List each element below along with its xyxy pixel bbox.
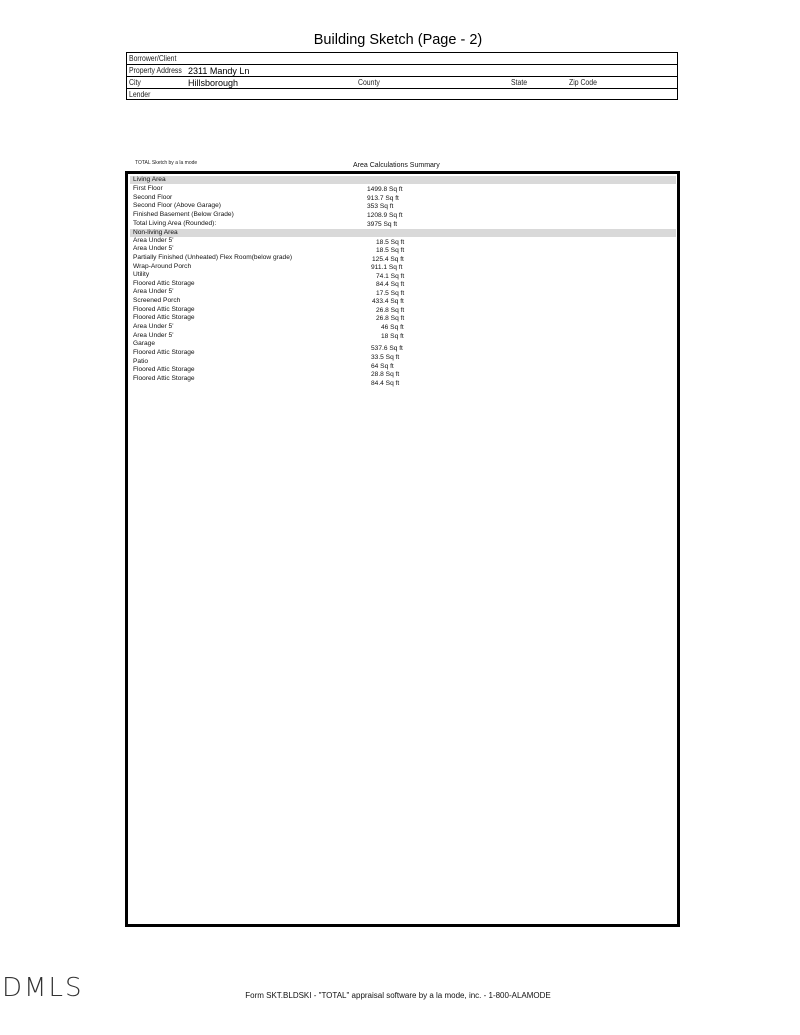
non-living-item-value: 17.5 Sq ft [376,290,405,297]
living-item-value: 913.7 Sq ft [367,195,399,202]
living-total-value: 3975 Sq ft [367,221,398,228]
non-living-item-label: Floored Attic Storage [133,314,195,321]
living-item-label: Second Floor [133,194,173,201]
non-living-item-value: 911.1 Sq ft [371,264,403,271]
non-living-item-value: 84.4 Sq ft [376,281,405,288]
county-label: County [358,78,380,87]
header-form [126,52,678,100]
non-living-item-value: 125.4 Sq ft [372,256,404,263]
borrower-label: Borrower/Client [129,54,177,63]
living-item-value: 1499.8 Sq ft [367,186,403,193]
sketch-software-note: TOTAL Sketch by a la mode [135,160,198,166]
non-living-item-label: Screened Porch [133,297,181,304]
non-living-item-value: 28.8 Sq ft [371,371,400,378]
non-living-item-value: 433.4 Sq ft [372,298,404,305]
city-row [127,77,677,89]
city-label: City [129,78,141,87]
non-living-item-label: Partially Finished (Unheated) Flex Room(below grade) [133,254,293,261]
non-living-item-label: Garage [133,340,155,347]
non-living-item-label: Area Under 5' [133,237,174,244]
non-living-item-label: Floored Attic Storage [133,349,195,356]
non-living-item-value: 18.5 Sq ft [376,247,405,254]
property-row [127,65,677,77]
non-living-item-value: 64 Sq ft [371,363,394,370]
non-living-item-value: 18 Sq ft [381,333,404,340]
state-label: State [511,78,528,87]
non-living-item-value: 84.4 Sq ft [371,380,400,387]
dmls-logo: DMLS [2,973,84,1003]
non-living-area-heading: Non-living Area [130,229,676,237]
non-living-item-label: Area Under 5' [133,288,174,295]
non-living-item-value: 33.5 Sq ft [371,354,400,361]
page-title: Building Sketch (Page - 2) [313,32,483,48]
non-living-item-label: Floored Attic Storage [133,366,195,373]
property-address-value: 2311 Mandy Ln [188,66,250,76]
city-value: Hillsborough [188,78,239,88]
lender-row [127,89,677,100]
living-item-label: Finished Basement (Below Grade) [133,211,234,218]
non-living-item-label: Floored Attic Storage [133,306,195,313]
form-footer: Form SKT.BLDSKI - "TOTAL" appraisal software by a la mode, inc. - 1-800-ALAMODE [245,991,551,1000]
non-living-item-label: Floored Attic Storage [133,280,195,287]
living-item-label: Second Floor (Above Garage) [133,202,221,209]
non-living-item-value: 74.1 Sq ft [376,273,405,280]
lender-label: Lender [129,90,151,99]
non-living-item-label: Area Under 5' [133,323,174,330]
non-living-item-label: Wrap-Around Porch [133,263,192,270]
non-living-item-value: 26.8 Sq ft [376,307,405,314]
borrower-row [127,53,677,65]
living-total-label: Total Living Area (Rounded): [133,220,217,227]
non-living-item-value: 18.5 Sq ft [376,239,405,246]
non-living-item-value: 46 Sq ft [381,324,404,331]
area-summary-title: Area Calculations Summary [353,162,440,169]
sketch-frame [125,171,680,927]
zip-code-label: Zip Code [569,78,597,87]
non-living-item-label: Patio [133,358,149,365]
non-living-item-value: 26.8 Sq ft [376,315,405,322]
non-living-item-label: Utility [133,271,150,278]
living-item-value: 353 Sq ft [367,203,394,210]
non-living-item-label: Area Under 5' [133,332,174,339]
non-living-item-value: 537.6 Sq ft [371,345,403,352]
property-label: Property Address [129,66,182,75]
living-item-value: 1208.9 Sq ft [367,212,403,219]
non-living-item-label: Area Under 5' [133,245,174,252]
living-area-heading: Living Area [130,176,676,184]
living-item-label: First Floor [133,185,163,192]
non-living-item-label: Floored Attic Storage [133,375,195,382]
